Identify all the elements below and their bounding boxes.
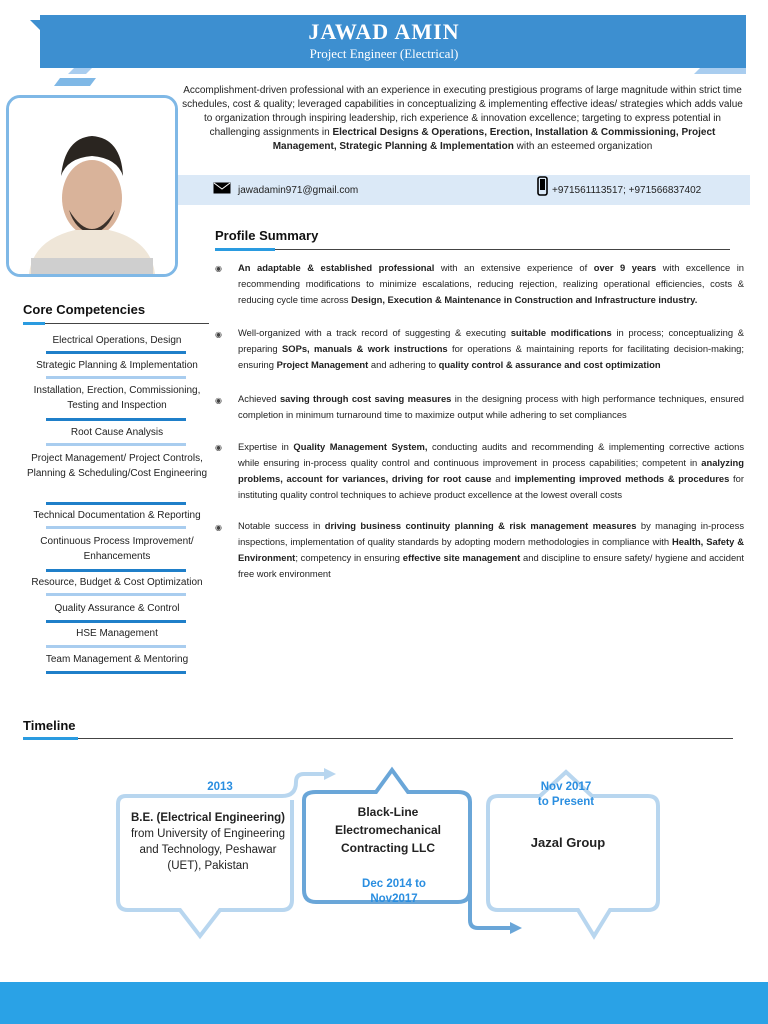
- timeline-heading: Timeline: [23, 718, 76, 733]
- text-run: with an extensive experience of: [434, 262, 594, 273]
- competency-underline: [46, 443, 186, 446]
- mobile-phone-icon: [537, 176, 548, 196]
- text-run: in process; conceptualizing & preparing: [238, 327, 745, 354]
- text-run: suitable modifications: [510, 327, 612, 338]
- text-run: and: [491, 473, 515, 484]
- degree-detail: from University of Engineering and Technology, Peshawar (UET), Pakistan: [130, 828, 286, 872]
- competency-item: Quality Assurance & Control: [54, 603, 180, 614]
- competency-item: Strategic Planning & Implementation: [36, 360, 198, 371]
- text-run: driving business continuity planning & risk management measures: [324, 520, 637, 531]
- intro-segment: Accomplishment-driven professional with an experience in executing prestigious programs of large magnitude within strict time schedules, cost & quality; leveraged capabilities in conceptualizing & implementing effective ideas/ strategies which adds value to organization through inspiring leadership, rich experience & innovation excellence; targeting to express potential in challenging assignments in: [182, 85, 743, 138]
- text-run: Design, Execution & Maintenance in Construction and Infrastructure industry.: [351, 294, 698, 305]
- email-text[interactable]: jawadamin971@gmail.com: [238, 185, 359, 196]
- text-run: Quality Management System,: [293, 441, 428, 452]
- competency-item: Project Management/ Project Controls, Planning & Scheduling/Cost Engineering: [26, 453, 208, 479]
- text-run: in the designing process with high performance techniques, ensured completion in minimum turnaround time to maximize output while adhering to set compliances: [238, 393, 745, 420]
- text-run: SOPs, manuals & work instructions: [282, 343, 448, 354]
- text-run: Expertise in: [238, 441, 294, 452]
- text-run: effective site management: [402, 552, 521, 563]
- bullet-icon: ◉: [215, 396, 222, 405]
- timeline-date: Dec 2014 to Nov2017: [362, 878, 426, 905]
- competency-underline: [46, 620, 186, 623]
- section-divider: [215, 249, 730, 250]
- text-run: for instituting quality control techniques to achieve product excellence at the lowest overall costs: [238, 473, 744, 500]
- core-competencies-heading: Core Competencies: [23, 302, 146, 317]
- competency-item: Team Management & Mentoring: [45, 654, 189, 665]
- text-run: over 9 years: [593, 262, 657, 273]
- bullet-icon: ◉: [215, 330, 222, 339]
- competency-item: Technical Documentation & Reporting: [33, 510, 201, 521]
- competency-underline: [46, 645, 186, 648]
- profile-summary-heading: Profile Summary: [215, 228, 319, 243]
- footer-bar: [0, 982, 768, 1024]
- text-run: conducting audits and recommending & implementing corrective actions while ensuring in-process quality control and continuous improvement in process capabilities; competent in: [238, 441, 745, 468]
- text-run: and adhering to: [368, 359, 439, 370]
- timeline-company: Black-Line Electromechanical Contracting LLC: [334, 805, 442, 855]
- profile-photo: [6, 95, 178, 277]
- text-run: ; competency in ensuring: [295, 552, 403, 563]
- profile-paragraph: [238, 439, 744, 503]
- intro-summary: [180, 84, 745, 154]
- text-run: implementing improved methods & procedures: [514, 473, 730, 484]
- text-run: Notable success in: [238, 520, 325, 531]
- bullet-icon: ◉: [215, 264, 222, 273]
- profile-paragraph: [238, 325, 744, 373]
- competency-underline: [46, 671, 186, 674]
- text-run: for operations & maintaining reports for facilitating decision-making; ensuring: [238, 343, 745, 370]
- degree-label: B.E. (Electrical Engineering): [130, 812, 285, 824]
- section-accent: [23, 737, 78, 740]
- text-run: with excellence in recommending modifications to minimize escalations, reducing rejection, realizing operational efficiencies, costs & reducing cycle time across: [238, 262, 744, 305]
- competency-underline: [46, 351, 186, 354]
- text-run: by managing in-process inspections, implementation of quality standards by adopting modern methodologies in compliance with: [238, 520, 745, 547]
- competency-underline: [46, 593, 186, 596]
- text-run: and discipline to ensure safety/ hygiene and accident free work environment: [238, 552, 744, 579]
- phone-text[interactable]: +971561113517; +971566837402: [552, 185, 702, 196]
- intro-segment-bold: Electrical Designs & Operations, Erection, Installation & Commissioning, Project Management, Strategic Planning & Implementation: [272, 127, 716, 152]
- profile-paragraph: [238, 391, 744, 423]
- text-run: Project Management: [276, 359, 369, 370]
- candidate-name: JAWAD AMIN: [308, 19, 460, 44]
- competency-underline: [46, 526, 186, 529]
- timeline-company: Jazal Group: [530, 835, 606, 850]
- text-run: Achieved: [238, 393, 280, 404]
- text-run: analyzing problems, account for variances, driving for root cause: [238, 457, 744, 484]
- section-accent: [215, 248, 275, 251]
- competency-item: Installation, Erection, Commissioning, Testing and Inspection: [33, 385, 201, 411]
- competency-item: Resource, Budget & Cost Optimization: [31, 577, 203, 588]
- envelope-icon: [213, 182, 231, 194]
- bullet-icon: ◉: [215, 443, 222, 452]
- text-run: Health, Safety & Environment: [238, 536, 744, 563]
- competency-item: Electrical Operations, Design: [52, 335, 182, 346]
- bullet-icon: ◉: [215, 523, 222, 532]
- competency-underline: [46, 376, 186, 379]
- competency-underline: [46, 418, 186, 421]
- competency-item: Root Cause Analysis: [70, 427, 164, 438]
- timeline-date: Nov 2017: [540, 781, 592, 793]
- intro-segment: with an esteemed organization: [513, 141, 653, 152]
- text-run: quality control & assurance and cost optimization: [438, 359, 661, 370]
- text-run: An adaptable & established professional: [238, 262, 435, 273]
- competency-underline: [46, 502, 186, 505]
- text-run: saving through cost saving measures: [279, 393, 452, 404]
- section-divider: [23, 738, 733, 739]
- section-accent: [23, 322, 45, 325]
- profile-paragraph: [238, 518, 744, 582]
- competency-underline: [46, 569, 186, 572]
- timeline-date: 2013: [207, 781, 233, 793]
- timeline-date: to Present: [537, 796, 595, 808]
- profile-paragraph: [238, 260, 744, 308]
- competency-item: HSE Management: [76, 628, 158, 639]
- text-run: Well-organized with a track record of suggesting & executing: [238, 327, 511, 338]
- section-divider: [23, 323, 209, 324]
- timeline-education: [128, 810, 288, 874]
- competency-item: Continuous Process Improvement/ Enhancements: [40, 536, 194, 562]
- candidate-title: Project Engineer (Electrical): [309, 46, 459, 61]
